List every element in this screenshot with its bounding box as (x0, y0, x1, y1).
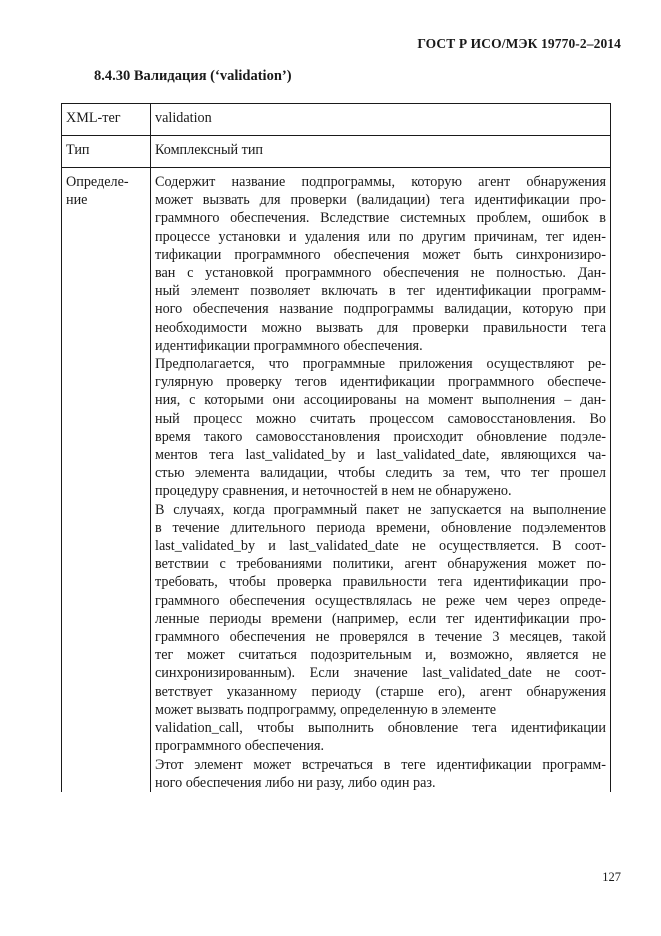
xml-tag-value: validation (151, 104, 611, 136)
section-title: 8.4.30 Валидация (‘validation’) (94, 68, 292, 84)
definition-paragraph-4 (155, 756, 606, 792)
type-label: Тип (62, 136, 151, 168)
definition-line: граммного обеспечения. Вследствие системных проблем, ошибок в (155, 210, 606, 227)
definition-line: ветствует указанному периоду (старше его), агент обнаружения (155, 683, 606, 700)
definition-line: гулярную проверку тегов идентификации программного обеспече- (155, 374, 606, 391)
definition-line: идентификации программного обеспечения. (155, 337, 423, 354)
definition-line: граммного обеспечения осуществлялась не реже чем через опреде- (155, 592, 606, 609)
definition-line: процедуру сравнения, и неточностей в нем не обнаружено. (155, 483, 512, 500)
xml-tag-label: XML-тег (62, 104, 151, 136)
definition-line: ный процесс можно считать процессом самовосстановления. Во (155, 410, 606, 427)
definition-line: тег может считаться подозрительным и, возможно, является не (155, 647, 606, 664)
page-number: 127 (602, 870, 621, 884)
definition-line: граммного обеспечения не проверялся в течение 3 месяцев, такой (155, 629, 606, 646)
definition-line: validation_call, чтобы выполнить обновление тега идентификации (155, 720, 606, 737)
definition-line: Предполагается, что программные приложения осуществляют ре- (155, 356, 606, 373)
definition-line: синхронизированным). Если значение last_validated_date не соот- (155, 665, 606, 682)
definition-paragraph-3 (155, 501, 606, 756)
definition-line: Этот элемент может встречаться в теге идентификации программ- (155, 756, 606, 773)
definition-line: может вызвать подпрограмму, определенную в элементе (155, 701, 497, 718)
table-row-type (62, 136, 611, 168)
definition-line: тификации программного обеспечения может быть синхронизиро- (155, 246, 606, 263)
definition-line: ветствии с требованиями политики, агент обнаружения может по- (155, 556, 606, 573)
definition-line: last_validated_by и last_validated_date не осуществляется. В соот- (155, 538, 606, 555)
definition-line: стью элемента валидации, чтобы следить за тем, что тег прошел (155, 465, 606, 482)
definition-line: ван с установкой программного обеспечения не полностью. Дан- (155, 265, 606, 282)
definition-line: Содержит название подпрограммы, которую агент обнаружения (155, 174, 606, 190)
definition-label-line: ние (66, 192, 88, 209)
definition-line: в течение длительного периода времени, обновление подэлементов (155, 519, 606, 536)
definition-line: может вызвать для проверки (валидации) тега идентификации про- (155, 192, 606, 209)
definition-paragraph-1 (155, 173, 606, 355)
definition-line: требовать, чтобы проверка правильности тега идентификации про- (155, 574, 606, 591)
definition-label (62, 168, 151, 792)
definition-line: ный элемент позволяет включать в тег идентификации программ- (155, 283, 606, 300)
definition-line: В случаях, когда программный пакет не запускается на выполнение (155, 501, 606, 518)
table-row-definition (62, 168, 611, 792)
definition-line: время такого самовосстановления происходит обновление подэле- (155, 428, 606, 445)
definition-text (151, 168, 611, 792)
definition-line: ния, с которыми они ассоциированы на момент выполнения – дан- (155, 392, 606, 409)
definition-label-line: Определе- (66, 174, 129, 190)
table-row-xml-tag (62, 104, 611, 136)
definition-line: ного обеспечения название подпрограммы валидации, которую при (155, 301, 606, 318)
definition-paragraph-2 (155, 355, 606, 501)
running-header: ГОСТ Р ИСО/МЭК 19770-2–2014 (417, 36, 621, 51)
definition-line: программного обеспечения. (155, 738, 325, 755)
element-spec-table (61, 103, 611, 792)
definition-line: необходимости можно вызвать для проверки правильности тега (155, 319, 606, 336)
type-value: Комплексный тип (151, 136, 611, 168)
definition-line: ментов тега last_validated_by и last_validated_date, являющихся ча- (155, 447, 606, 464)
definition-line: ленные периоды времени (например, если тег идентификации про- (155, 610, 606, 627)
definition-line: процессе установки и удаления или по другим причинам, тег иден- (155, 228, 606, 245)
definition-line: ного обеспечения либо ни разу, либо один раз. (155, 774, 436, 791)
